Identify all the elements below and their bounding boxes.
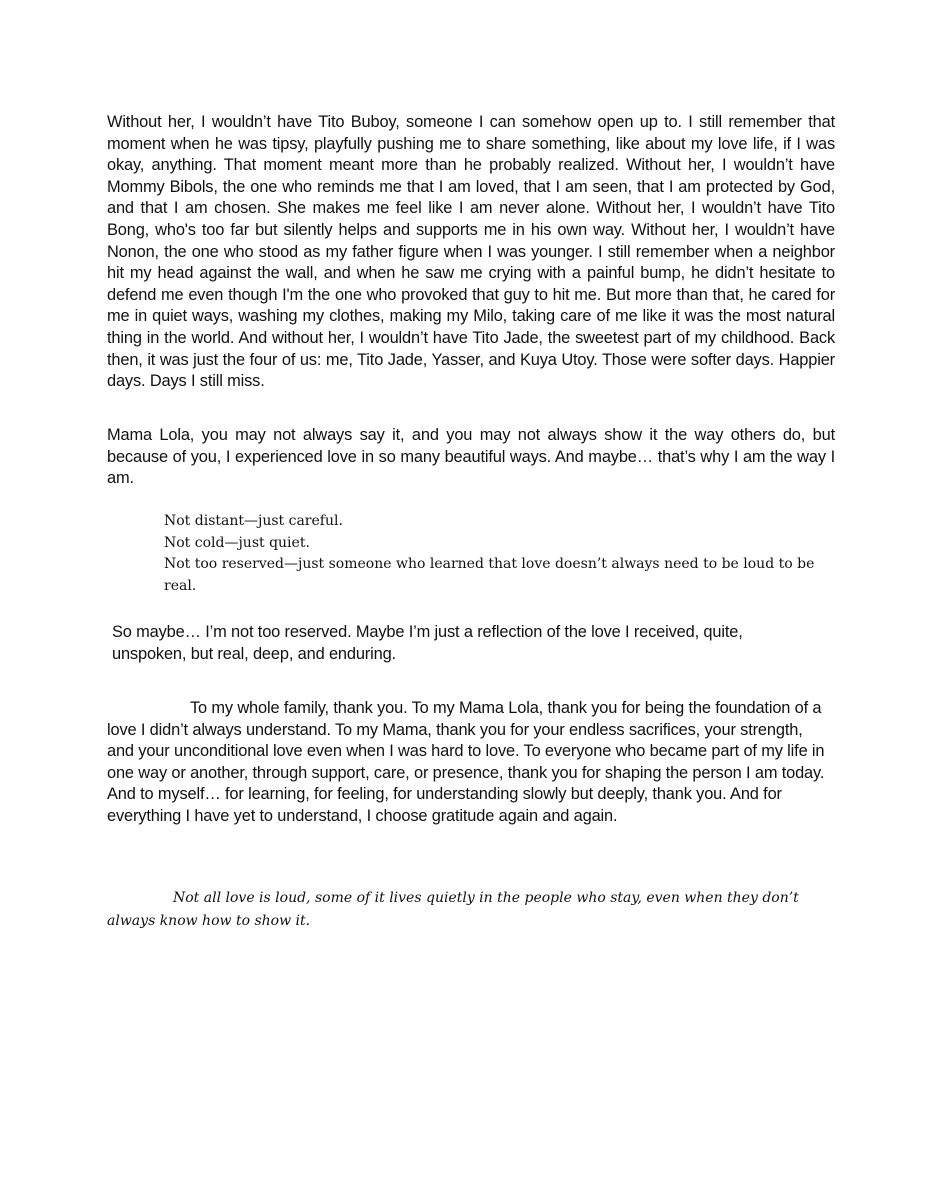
- gratitude-paragraph: To my whole family, thank you. To my Mama Lola, thank you for being the foundation of a love I didn’t always understand. To my Mama, thank you for your endless sacrifices, your strength, and your unconditional love even when I was hard to love. To everyone who became part of my life in one way or another, through support, care, or presence, thank you for shaping the person I am today. And to myself… for learning, for feeling, for understanding slowly but deeply, thank you. And for everything I have yet to understand, I choose gratitude again and again.: [107, 699, 825, 825]
- closing-quote: Not all love is loud, some of it lives quietly in the people who stay, even when they don’t always know how to show it.: [107, 890, 799, 929]
- poem-line: Not too reserved—just someone who learned that love doesn’t always need to be loud to be real.: [164, 556, 815, 594]
- mama-lola-paragraph: Mama Lola, you may not always say it, and you may not always show it the way others do, but because of you, I experienced love in so many beautiful ways. And maybe… that’s why I am the way I am.: [107, 426, 835, 488]
- reflection-paragraph: So maybe… I’m not too reserved. Maybe I’m just a reflection of the love I received, quite, unspoken, but real, deep, and enduring.: [112, 623, 743, 663]
- poem-block: [164, 511, 828, 597]
- poem-line: Not cold—just quiet.: [164, 534, 310, 551]
- family-paragraph: Without her, I wouldn’t have Tito Buboy, someone I can somehow open up to. I still remember that moment when he was tipsy, playfully pushing me to share something, like about my love life, if I was okay, anything. That moment meant more than he probably realized. Without her, I wouldn’t have Mommy Bibols, the one who reminds me that I am loved, that I am seen, that I am protected by God, and that I am chosen. She makes me feel like I am never alone. Without her, I wouldn’t have Tito Bong, who's too far but silently helps and supports me in his own way. Without her, I wouldn’t have Nonon, the one who stood as my father figure when I was younger. I still remember when a neighbor hit my head against the wall, and when he saw me crying with a painful bump, he didn’t hesitate to defend me even though I'm the one who provoked that guy to hit me. But more than that, he cared for me in quiet ways, washing my clothes, making my Milo, taking care of me like it was the most natural thing in the world. And without her, I wouldn’t have Tito Jade, the sweetest part of my childhood. Back then, it was just the four of us: me, Tito Jade, Yasser, and Kuya Utoy. Those were softer days. Happier days. Days I still miss.: [107, 113, 835, 391]
- poem-line: Not distant—just careful.: [164, 513, 343, 529]
